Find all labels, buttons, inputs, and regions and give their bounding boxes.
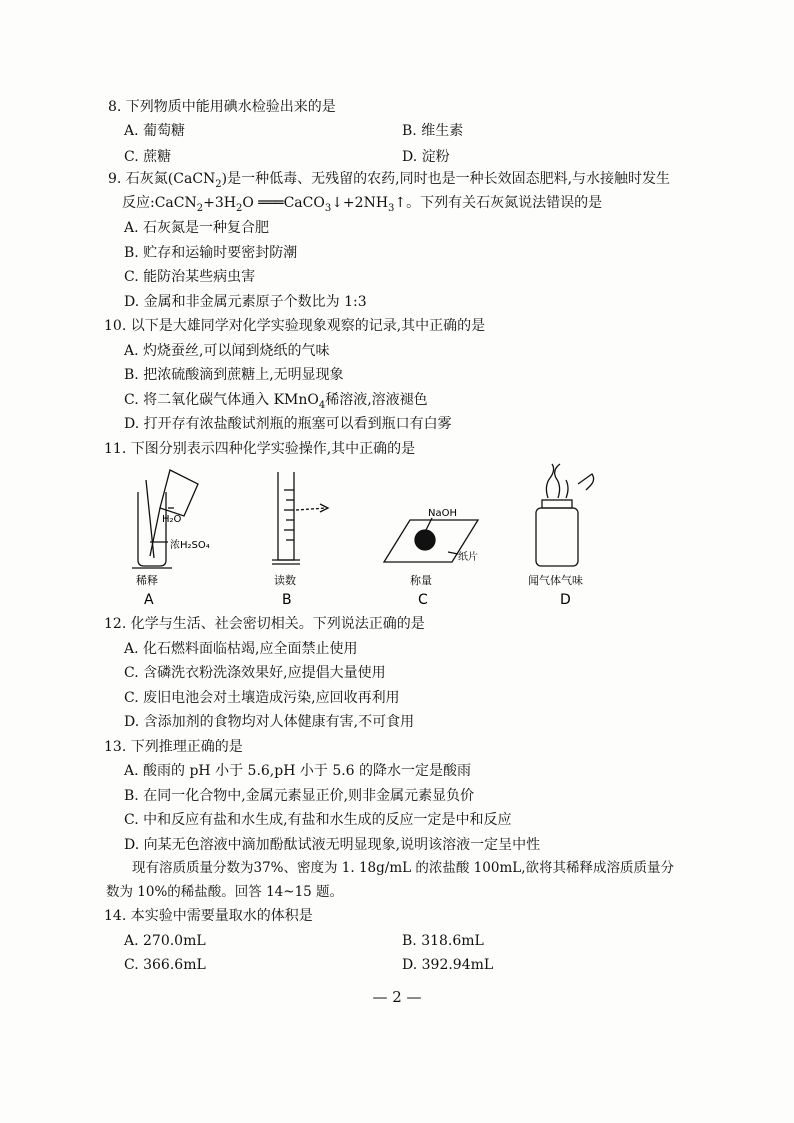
q13-option-a: A. 酸雨的 pH 小于 5.6,pH 小于 5.6 的降水一定是酸雨	[124, 763, 472, 779]
figure-b-letter: B	[282, 592, 292, 608]
q8-stem: 8. 下列物质中能用碘水检验出来的是	[108, 99, 336, 115]
figure-a-acid-label: 浓H₂SO₄	[170, 540, 210, 551]
q12-option-b: C. 含磷洗衣粉洗涤效果好,应提倡大量使用	[124, 665, 386, 681]
q14-option-d: D. 392.94mL	[402, 957, 494, 973]
q9-stem-line2: 反应$:CaCN_2+3H_2O$ $═══CaCO_3↓+2NH_3↑$。下列有关石灰氮说法错误的是	[122, 195, 603, 214]
q14-stem: 14. 本实验中需要量取水的体积是	[104, 908, 313, 924]
passage-line1: 现有溶质质量分数为37%、密度为 1. 18g/mL 的浓盐酸 100mL,欲将其稀释成溶质质量分	[132, 860, 675, 876]
figure-d-caption: 闻气体气味	[528, 574, 583, 587]
q12-option-c: C. 废旧电池会对土壤造成污染,应回收再利用	[124, 690, 400, 706]
passage-line2: 数为 10%的稀盐酸。回答 14~15 题。	[106, 884, 344, 900]
q8-option-a: A. 葡萄糖	[124, 123, 186, 139]
q10-option-d: D. 打开存有浓盐酸试剂瓶的瓶塞可以看到瓶口有白雾	[124, 416, 452, 432]
figure-c-naoh-label: NaOH	[428, 508, 457, 519]
figure-b-reading	[272, 472, 328, 564]
q12-stem: 12. 化学与生活、社会密切相关。下列说法正确的是	[104, 616, 425, 632]
q12-option-d: D. 含添加剂的食物均对人体健康有害,不可食用	[124, 714, 415, 730]
q10-option-c: C. 将二氧化碳气体通入 KMnO$_4$稀溶液,溶液褪色	[124, 392, 428, 411]
figure-a-water-label: H₂O	[162, 514, 182, 525]
q14-option-a: A. 270.0mL	[124, 933, 206, 949]
q8-option-c: C. 蔗糖	[124, 149, 172, 165]
q11-figure	[0, 460, 794, 610]
q8-option-d: D. 淀粉	[402, 149, 450, 165]
q13-option-b: B. 在同一化合物中,金属元素显正价,则非金属元素显负价	[124, 788, 475, 804]
q14-option-b: B. 318.6mL	[402, 933, 484, 949]
figure-c-letter: C	[418, 592, 428, 608]
figure-a-letter: A	[144, 592, 154, 608]
figure-a-caption: 稀释	[136, 574, 158, 587]
q11-stem: 11. 下图分别表示四种化学实验操作,其中正确的是	[104, 441, 416, 457]
figure-b-caption: 读数	[274, 574, 296, 587]
q14-option-c: C. 366.6mL	[124, 957, 206, 973]
q8-option-b: B. 维生素	[402, 123, 464, 139]
page-number: — 2 —	[372, 988, 422, 1006]
figure-c-paper-label: 纸片	[458, 552, 478, 563]
q10-stem: 10. 以下是大雄同学对化学实验现象观察的记录,其中正确的是	[104, 318, 486, 334]
q9-stem-line1: 9. 石灰氮(CaCN$_2$)是一种低毒、无残留的农药,同时也是一种长效固态肥料,与水接触时发生	[108, 171, 671, 190]
q12-option-a: A. 化石燃料面临枯竭,应全面禁止使用	[124, 641, 358, 657]
figure-c-caption: 称量	[410, 574, 432, 587]
q13-option-c: C. 中和反应有盐和水生成,有盐和水生成的反应一定是中和反应	[124, 812, 512, 828]
q10-option-a: A. 灼烧蚕丝,可以闻到烧纸的气味	[124, 343, 330, 359]
q10-option-b: B. 把浓硫酸滴到蔗糖上,无明显现象	[124, 367, 344, 383]
q9-option-d: D. 金属和非金属元素原子个数比为 1:3	[124, 294, 367, 310]
q13-stem: 13. 下列推理正确的是	[104, 739, 243, 755]
q9-option-a: A. 石灰氮是一种复合肥	[124, 220, 270, 236]
q9-option-b: B. 贮存和运输时要密封防潮	[124, 245, 298, 261]
q13-option-d: D. 向某无色溶液中滴加酚酞试液无明显现象,说明该溶液一定呈中性	[124, 837, 541, 853]
figure-d-letter: D	[560, 592, 571, 608]
q9-option-c: C. 能防治某些病虫害	[124, 269, 256, 285]
figure-d-smelling	[536, 464, 594, 566]
